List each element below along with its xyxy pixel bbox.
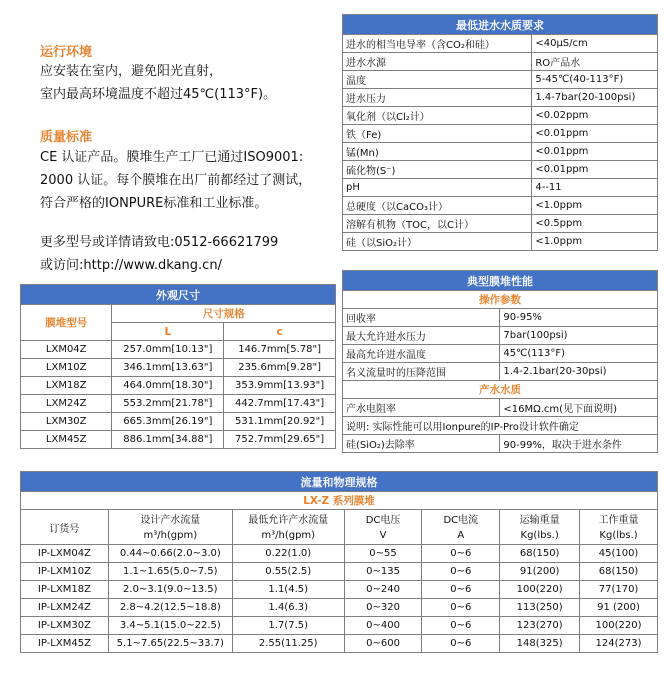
quality-text <box>40 146 311 215</box>
cell: 5.1~7.65(22.5~33.7) <box>108 635 232 653</box>
table-row <box>343 161 658 179</box>
quality-line: 符合严格的IONPURE标准和工业标准。 <box>40 196 268 211</box>
product-water-title: 产水水质 <box>343 381 658 399</box>
quality-title: 质量标准 <box>40 130 93 145</box>
performance-title: 典型膜堆性能 <box>343 271 658 291</box>
table-row <box>21 395 336 413</box>
cell: 0~55 <box>344 545 422 563</box>
cell: 0~320 <box>344 599 422 617</box>
unit-current: A <box>422 527 500 545</box>
table-row <box>343 89 658 107</box>
cell: 0.55(2.5) <box>232 563 344 581</box>
cell: 2.55(11.25) <box>232 635 344 653</box>
unit-operating-weight: Kg(lbs.) <box>580 527 658 545</box>
feed-water-table <box>342 14 658 251</box>
row-value: <16MΩ.cm(见下面说明) <box>500 399 658 417</box>
col-header-operating-weight: 工作重量 <box>580 510 658 528</box>
row-value: 1.4-7bar(20-100psi) <box>532 89 658 107</box>
model-cell: LXM30Z <box>21 413 112 431</box>
table-row <box>343 215 658 233</box>
l-cell: 464.0mm[18.30"] <box>112 377 224 395</box>
col-header-dc-current: DC电流 <box>422 510 500 528</box>
cell: 0~240 <box>344 581 422 599</box>
row-value: 4--11 <box>532 179 658 197</box>
col-header-min-flow: 最低允许产水流量 <box>232 510 344 528</box>
performance-table <box>342 270 658 453</box>
l-cell: 346.1mm[13.63"] <box>112 359 224 377</box>
l-cell: 553.2mm[21.78"] <box>112 395 224 413</box>
row-value: <0.01ppm <box>532 125 658 143</box>
table-row <box>21 617 658 635</box>
table-row <box>343 71 658 89</box>
table-row <box>21 635 658 653</box>
cell: 0~6 <box>422 599 500 617</box>
row-label: 硫化物(S⁻) <box>343 161 532 179</box>
cell: 0~400 <box>344 617 422 635</box>
cell: 2.0~3.1(9.0~13.5) <box>108 581 232 599</box>
model-cell: LXM24Z <box>21 395 112 413</box>
table-row <box>21 581 658 599</box>
table-row <box>21 341 336 359</box>
l-cell: 665.3mm[26.19"] <box>112 413 224 431</box>
cell: 1.1~1.65(5.0~7.5) <box>108 563 232 581</box>
table-row <box>21 545 658 563</box>
row-value: <0.5ppm <box>532 215 658 233</box>
row-value: RO产品水 <box>532 53 658 71</box>
cell: IP-LXM18Z <box>21 581 109 599</box>
cell: 1.1(4.5) <box>232 581 344 599</box>
row-label: 最高允许进水温度 <box>343 345 500 363</box>
table-row <box>343 363 658 381</box>
row-label: 硅（以SiO₂计） <box>343 233 532 251</box>
table-row <box>21 431 336 449</box>
row-label: 锰(Mn) <box>343 143 532 161</box>
dimensions-title: 外观尺寸 <box>21 285 336 305</box>
col-header-design-flow: 设计产水流量 <box>108 510 232 528</box>
cell: 0~600 <box>344 635 422 653</box>
unit-shipping-weight: Kg(lbs.) <box>500 527 580 545</box>
table-row <box>343 143 658 161</box>
row-value: 45℃(113°F) <box>500 345 658 363</box>
row-label: 回收率 <box>343 309 500 327</box>
table-row <box>21 413 336 431</box>
flow-specs-title: 流量和物理规格 <box>21 472 658 492</box>
row-label: 溶解有机物（TOC，以C计） <box>343 215 532 233</box>
row-label: 进水压力 <box>343 89 532 107</box>
cell: 0.22(1.0) <box>232 545 344 563</box>
cell: 1.7(7.5) <box>232 617 344 635</box>
l-header: L <box>112 323 224 341</box>
cell: 68(150) <box>500 545 580 563</box>
model-cell: LXM10Z <box>21 359 112 377</box>
c-cell: 146.7mm[5.78"] <box>224 341 336 359</box>
cell: 3.4~5.1(15.0~22.5) <box>108 617 232 635</box>
cell: 100(220) <box>500 581 580 599</box>
table-row <box>343 309 658 327</box>
header-row <box>21 510 658 528</box>
c-cell: 235.6mm[9.28"] <box>224 359 336 377</box>
cell: IP-LXM04Z <box>21 545 109 563</box>
operating-params-title: 操作参数 <box>343 291 658 309</box>
table-row <box>343 417 658 435</box>
cell: 0~6 <box>422 635 500 653</box>
environment-line: 室内最高环境温度不超过45℃(113°F)。 <box>40 87 277 102</box>
table-row <box>343 179 658 197</box>
cell: IP-LXM45Z <box>21 635 109 653</box>
cell: 148(325) <box>500 635 580 653</box>
feed-water-title: 最低进水水质要求 <box>343 15 658 35</box>
table-row <box>343 53 658 71</box>
model-cell: LXM45Z <box>21 431 112 449</box>
row-label: 氧化剂（以Cl₂计） <box>343 107 532 125</box>
row-label: 名义流量时的压降范围 <box>343 363 500 381</box>
table-row <box>343 327 658 345</box>
model-header: 膜堆型号 <box>21 305 112 341</box>
cell: IP-LXM30Z <box>21 617 109 635</box>
cell: 91(200) <box>500 563 580 581</box>
row-value: 5-45℃(40-113°F) <box>532 71 658 89</box>
row-label: 总硬度（以CaCO₃计） <box>343 197 532 215</box>
row-value: <0.02ppm <box>532 107 658 125</box>
cell: 100(220) <box>580 617 658 635</box>
environment-line: 应安装在室内，避免阳光直射， <box>40 64 223 79</box>
row-value: 90-99%，取决于进水条件 <box>500 435 658 453</box>
row-value: <0.01ppm <box>532 143 658 161</box>
quality-line: CE 认证产品。膜堆生产工厂已通过ISO9001: <box>40 150 304 165</box>
table-row <box>343 345 658 363</box>
contact-phone: 更多型号或详情请致电:0512-66621799 <box>40 235 279 250</box>
c-cell: 442.7mm[17.43"] <box>224 395 336 413</box>
table-row <box>343 197 658 215</box>
cell: 0.44~0.66(2.0~3.0) <box>108 545 232 563</box>
c-cell: 353.9mm[13.93"] <box>224 377 336 395</box>
l-cell: 257.0mm[10.13"] <box>112 341 224 359</box>
model-cell: LXM04Z <box>21 341 112 359</box>
cell: 124(273) <box>580 635 658 653</box>
series-title: LX-Z 系列膜堆 <box>21 492 658 510</box>
spec-header: 尺寸规格 <box>112 305 336 323</box>
row-label: pH <box>343 179 532 197</box>
cell: 1.4(6.3) <box>232 599 344 617</box>
cell: 91 (200) <box>580 599 658 617</box>
environment-title: 运行环境 <box>40 45 93 60</box>
cell: 0~6 <box>422 545 500 563</box>
l-cell: 886.1mm[34.88"] <box>112 431 224 449</box>
row-value: <1.0ppm <box>532 197 658 215</box>
table-row <box>343 35 658 53</box>
c-cell: 531.1mm[20.92"] <box>224 413 336 431</box>
quality-line: 2000 认证。每个膜堆在出厂前都经过了测试， <box>40 173 312 188</box>
col-header-order-no: 订货号 <box>21 510 109 545</box>
cell: 113(250) <box>500 599 580 617</box>
contact-website: 或访问:http://www.dkang.cn/ <box>40 258 222 273</box>
cell: 0~6 <box>422 617 500 635</box>
col-header-shipping-weight: 运输重量 <box>500 510 580 528</box>
row-value: <0.01ppm <box>532 161 658 179</box>
cell: 0~6 <box>422 563 500 581</box>
cell: 2.8~4.2(12.5~18.8) <box>108 599 232 617</box>
dimensions-table <box>20 284 336 449</box>
cell: 68(150) <box>580 563 658 581</box>
table-row <box>21 377 336 395</box>
cell: 0~135 <box>344 563 422 581</box>
row-value: 1.4-2.1bar(20-30psi) <box>500 363 658 381</box>
row-value: <40µS/cm <box>532 35 658 53</box>
flow-specs-table <box>20 471 658 653</box>
row-label: 铁（Fe) <box>343 125 532 143</box>
row-label: 进水水源 <box>343 53 532 71</box>
table-row <box>21 563 658 581</box>
row-label: 温度 <box>343 71 532 89</box>
cell: 77(170) <box>580 581 658 599</box>
table-row <box>21 359 336 377</box>
cell: 123(270) <box>500 617 580 635</box>
row-value: 90-95% <box>500 309 658 327</box>
cell: 0~6 <box>422 581 500 599</box>
table-row <box>343 233 658 251</box>
cell: 45(100) <box>580 545 658 563</box>
performance-note: 说明: 实际性能可以用Ionpure的IP-Pro设计软件确定 <box>343 417 658 435</box>
col-header-dc-voltage: DC电压 <box>344 510 422 528</box>
model-cell: LXM18Z <box>21 377 112 395</box>
table-row <box>343 125 658 143</box>
c-cell: 752.7mm[29.65"] <box>224 431 336 449</box>
cell: IP-LXM10Z <box>21 563 109 581</box>
environment-text <box>40 60 276 106</box>
unit-min-flow: m³/h(gpm) <box>232 527 344 545</box>
contact-text <box>40 231 278 277</box>
table-row <box>343 435 658 453</box>
c-header: c <box>224 323 336 341</box>
table-row <box>343 399 658 417</box>
table-row <box>21 599 658 617</box>
cell: IP-LXM24Z <box>21 599 109 617</box>
unit-design-flow: m³/h(gpm) <box>108 527 232 545</box>
row-label: 最大允许进水压力 <box>343 327 500 345</box>
unit-row <box>21 527 658 545</box>
unit-voltage: V <box>344 527 422 545</box>
table-row <box>343 107 658 125</box>
row-value: <1.0ppm <box>532 233 658 251</box>
row-label: 产水电阻率 <box>343 399 500 417</box>
row-label: 硅(SiO₂)去除率 <box>343 435 500 453</box>
row-label: 进水的相当电导率（含CO₂和硅） <box>343 35 532 53</box>
row-value: 7bar(100psi) <box>500 327 658 345</box>
